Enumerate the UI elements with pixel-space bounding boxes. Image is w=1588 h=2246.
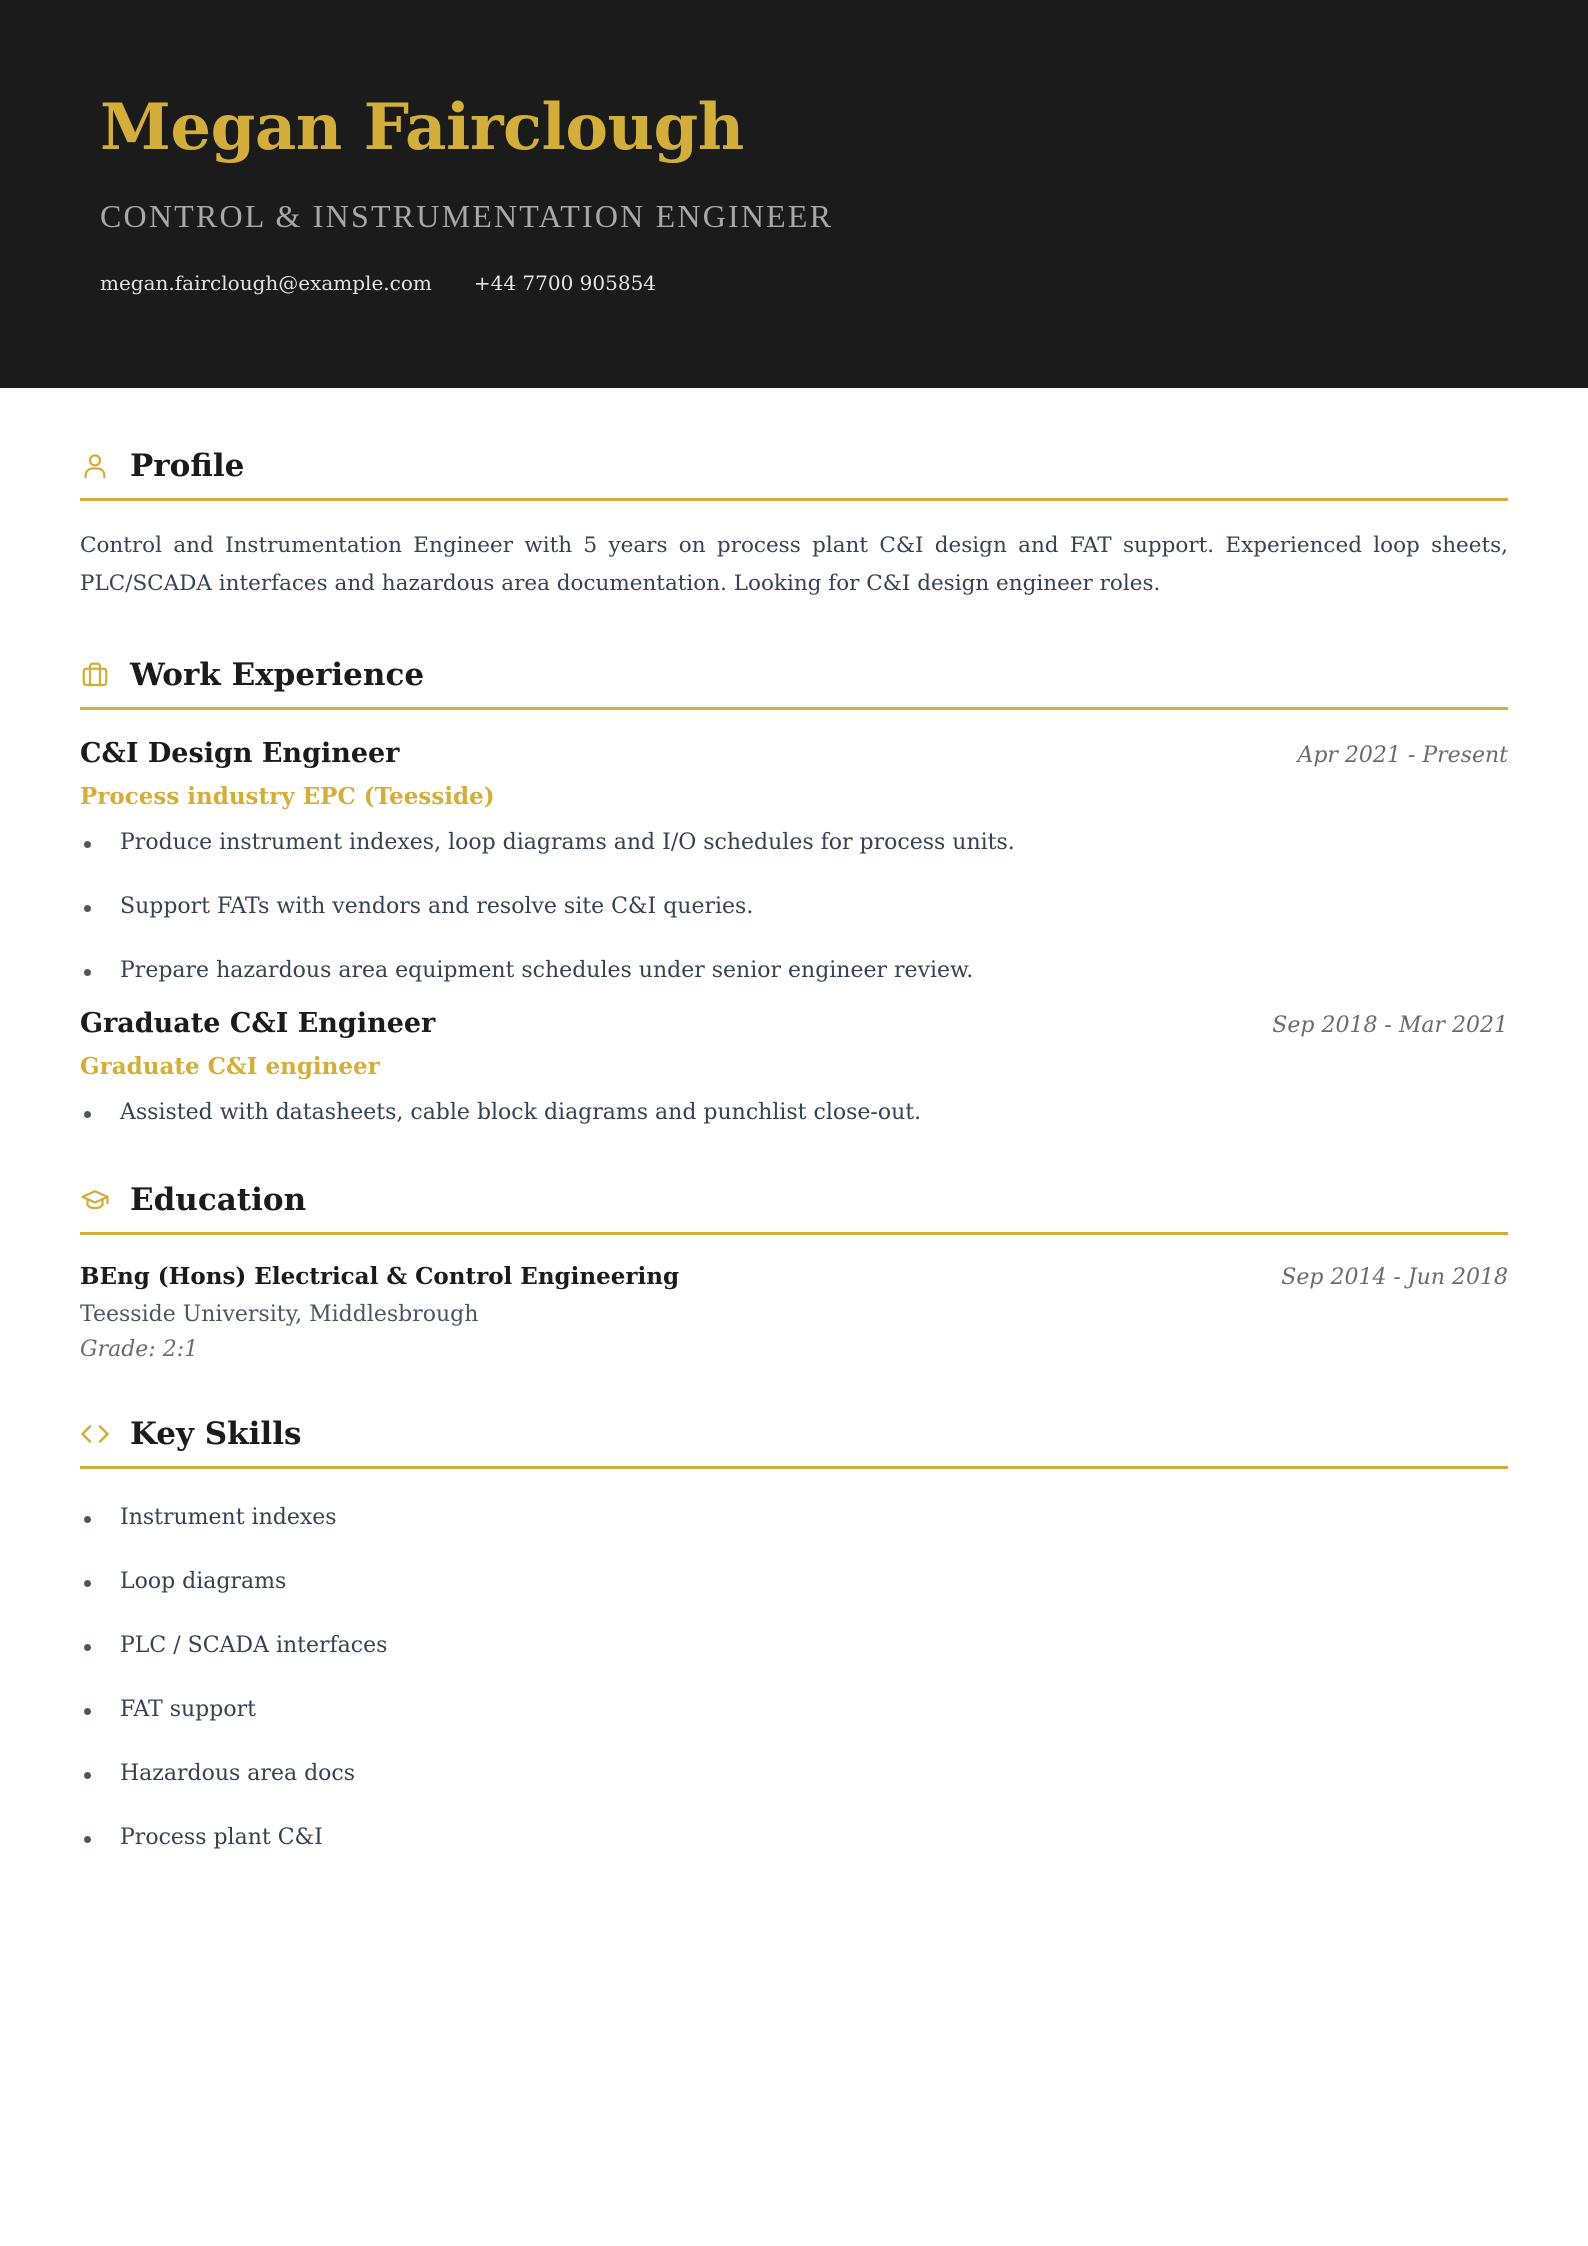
education-title: Education — [130, 1182, 307, 1218]
profile-title: Profile — [130, 448, 245, 484]
list-item: Assisted with datasheets, cable block diagrams and punchlist close-out. — [80, 1098, 1508, 1128]
list-item: FAT support — [80, 1695, 1508, 1725]
skills-title: Key Skills — [130, 1416, 302, 1452]
education-heading — [80, 1182, 1508, 1235]
job-company: Process industry EPC (Teesside) — [80, 783, 495, 810]
job-entry — [80, 1008, 1508, 1128]
job-dates: Apr 2021 - Present — [1297, 743, 1508, 768]
candidate-name: Megan Fairclough — [100, 90, 744, 165]
job-title: Graduate C&I Engineer — [80, 1008, 436, 1039]
profile-summary: Control and Instrumentation Engineer with 5 years on process plant C&I design and FAT support. Experienced loop sheets, PLC/SCADA interfaces and hazardous area documentation. Looking for C&I design engineer roles. — [80, 533, 1508, 596]
education-dates: Sep 2014 - Jun 2018 — [1281, 1265, 1508, 1290]
resume-header — [0, 0, 1588, 388]
graduation-cap-icon — [80, 1185, 110, 1215]
education-section — [80, 1182, 1508, 1362]
profile-section — [80, 448, 1508, 603]
job-company: Graduate C&I engineer — [80, 1053, 380, 1080]
list-item: Instrument indexes — [80, 1503, 1508, 1533]
job-bullets — [80, 1098, 1508, 1128]
code-icon — [80, 1419, 110, 1449]
resume-body — [0, 448, 1588, 1853]
education-entry — [80, 1263, 1508, 1362]
experience-section — [80, 657, 1508, 1128]
grade: Grade: 2:1 — [80, 1337, 199, 1362]
job-title-headline: CONTROL & INSTRUMENTATION ENGINEER — [100, 198, 834, 234]
job-entry — [80, 738, 1508, 986]
skills-section — [80, 1416, 1508, 1853]
experience-heading — [80, 657, 1508, 710]
profile-heading — [80, 448, 1508, 501]
list-item: Loop diagrams — [80, 1567, 1508, 1597]
email-link[interactable]: megan.fairclough@example.com — [100, 271, 432, 295]
list-item: Process plant C&I — [80, 1823, 1508, 1853]
skills-list — [80, 1503, 1508, 1853]
list-item: PLC / SCADA interfaces — [80, 1631, 1508, 1661]
job-header — [80, 1008, 1508, 1039]
job-title: C&I Design Engineer — [80, 738, 400, 769]
list-item: Support FATs with vendors and resolve site C&I queries. — [80, 892, 1508, 922]
user-icon — [80, 451, 110, 481]
list-item: Prepare hazardous area equipment schedules under senior engineer review. — [80, 956, 1508, 986]
degree: BEng (Hons) Electrical & Control Engineering — [80, 1263, 680, 1290]
education-header — [80, 1263, 1508, 1290]
skills-heading — [80, 1416, 1508, 1469]
briefcase-icon — [80, 660, 110, 690]
phone-link[interactable]: +44 7700 905854 — [473, 271, 657, 295]
job-bullets — [80, 828, 1508, 986]
list-item: Produce instrument indexes, loop diagrams and I/O schedules for process units. — [80, 828, 1508, 858]
list-item: Hazardous area docs — [80, 1759, 1508, 1789]
school: Teesside University, Middlesbrough — [80, 1302, 479, 1327]
contact-info — [100, 271, 1488, 295]
job-header — [80, 738, 1508, 769]
job-dates: Sep 2018 - Mar 2021 — [1272, 1013, 1508, 1038]
experience-title: Work Experience — [130, 657, 425, 693]
